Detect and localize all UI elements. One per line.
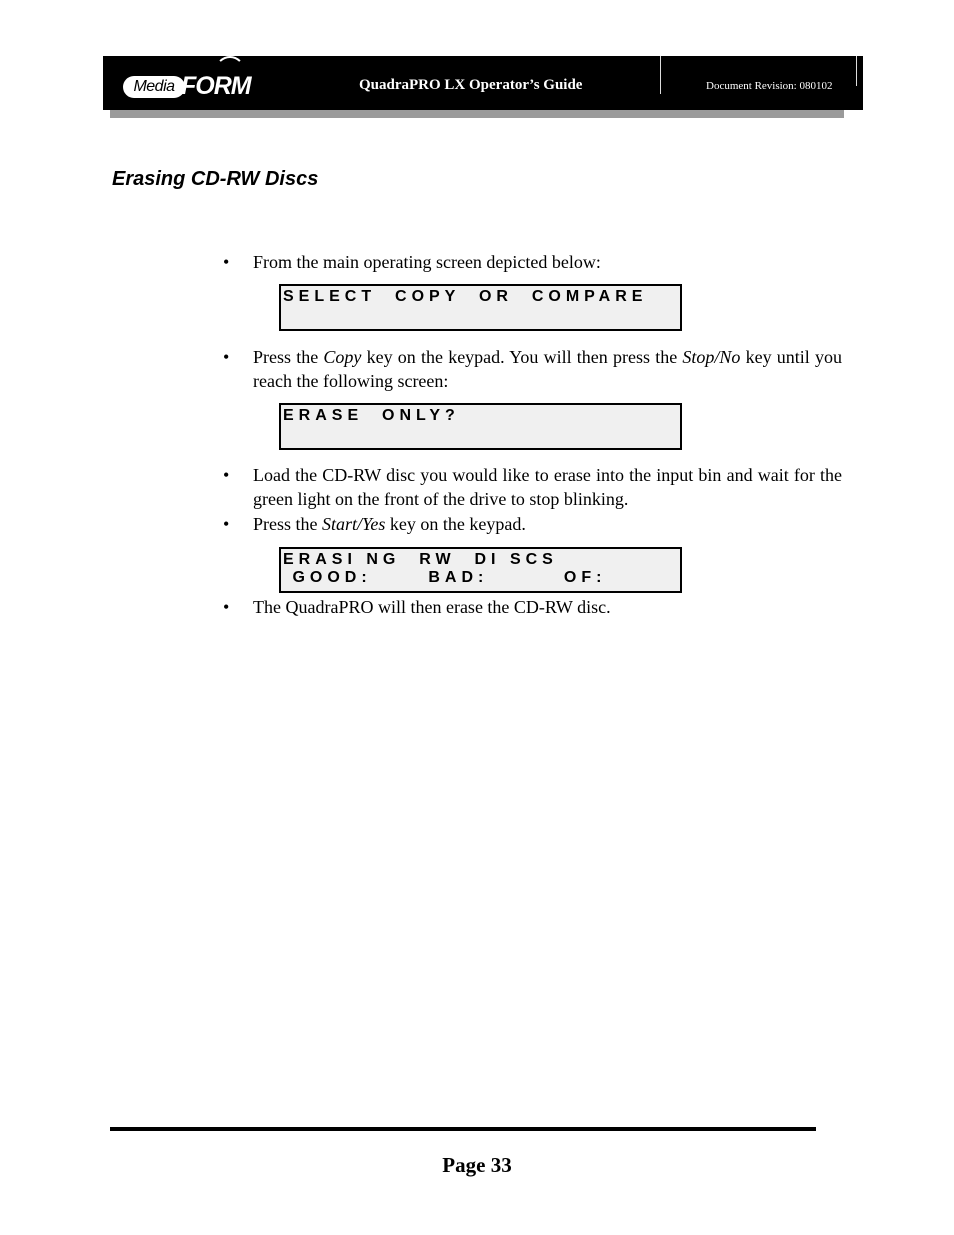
lcd-screen-erase-only <box>279 403 682 450</box>
logo-form-text: FORM <box>181 72 251 100</box>
list-item <box>223 512 842 536</box>
lcd-screen-erasing <box>279 547 682 593</box>
lcd-screen-select <box>279 284 682 331</box>
bullet: • <box>223 347 230 367</box>
document-revision: Document Revision: 080102 <box>706 80 833 92</box>
bullet: • <box>223 597 230 617</box>
logo-swoosh <box>215 56 245 86</box>
step-text: The QuadraPRO will then erase the CD-RW disc. <box>253 597 611 617</box>
document-title: QuadraPRO LX Operator’s Guide <box>359 77 583 93</box>
bullet: • <box>223 514 230 534</box>
step-text: Load the CD-RW disc you would like to erase into the input bin and wait for the green light on the front of the drive to stop blinking. <box>253 465 842 509</box>
text-run: key until you reach the following screen: <box>253 347 843 391</box>
header-divider <box>660 56 661 94</box>
footer-rule <box>110 1127 816 1131</box>
start-key-name: Start/Yes <box>322 514 386 534</box>
list-item <box>223 595 842 619</box>
list-item <box>223 345 842 393</box>
mediaform-logo <box>123 70 263 98</box>
copy-key-name: Copy <box>323 347 362 367</box>
text-run: key on the keypad. <box>385 514 526 534</box>
list-item <box>223 250 842 274</box>
bullet: • <box>223 465 230 485</box>
text-run: Press the <box>253 347 324 367</box>
step-text <box>253 512 842 536</box>
header-divider-right <box>856 56 857 86</box>
lcd-line: GOOD: BAD: OF: <box>283 569 607 586</box>
step-text: From the main operating screen depicted below: <box>253 252 601 272</box>
lcd-line: ERASI NG RW DI SCS <box>283 551 558 568</box>
bullet: • <box>223 252 230 272</box>
list-item <box>223 463 842 511</box>
logo-media-text: Media <box>123 76 185 98</box>
lcd-line: SELECT COPY OR COMPARE <box>283 288 648 305</box>
lcd-line: ERASE ONLY? <box>283 407 460 424</box>
page-number: Page 33 <box>442 1153 512 1177</box>
page-header <box>103 56 863 110</box>
text-run: key on the keypad. You will then press the <box>361 347 683 367</box>
stop-key-name: Stop/No <box>682 347 741 367</box>
text-run: Press the <box>253 514 322 534</box>
step-text <box>253 345 842 393</box>
section-heading: Erasing CD-RW Discs <box>112 168 319 190</box>
